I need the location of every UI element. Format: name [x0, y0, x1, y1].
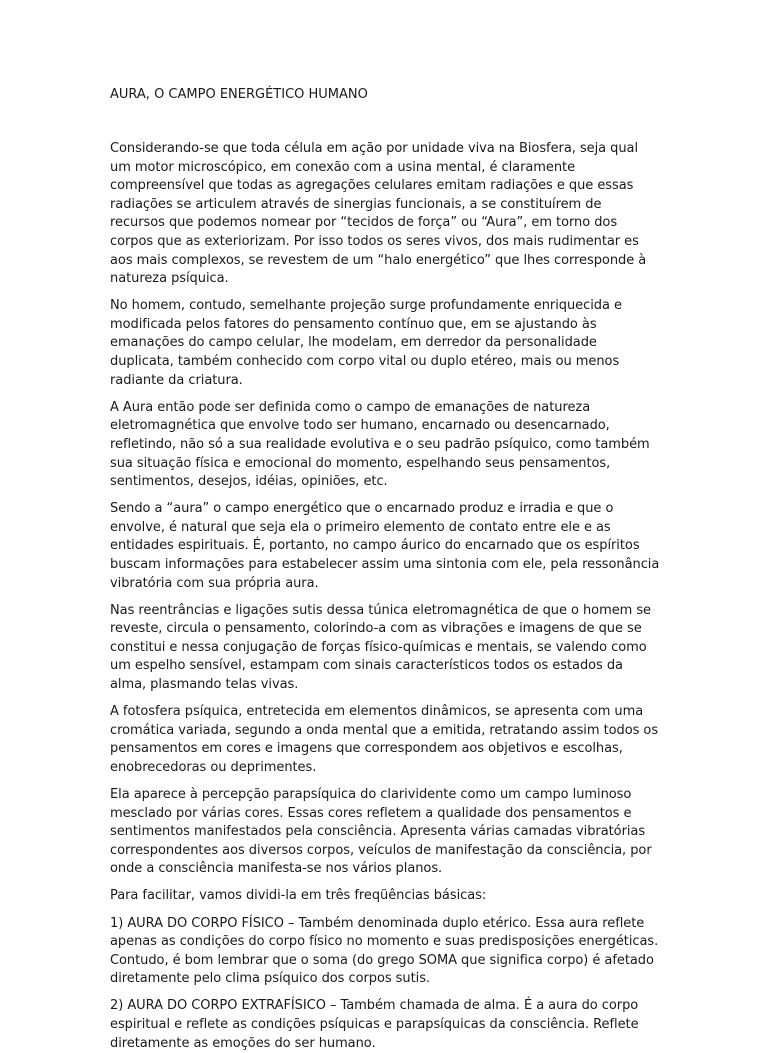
document-title: AURA, O CAMPO ENERGÉTICO HUMANO: [110, 87, 368, 102]
paragraph-intro: Considerando-se que toda célula em ação por unidade viva na Biosfera, seja qual um motor microscópico, em conexão com a usina mental, é claramente compreensível que todas as agregações celulares emitam radiações e que essas radiações se articulem através de sinergias funcionais, a se constituírem de recursos que podemos nomear por “tecidos de força” ou “Aura”, em torno dos corpos que as exteriorizam. Por isso todos os seres vivos, dos mais rudimentar es aos mais complexos, se revestem de um “halo energético” que lhes corresponde à natureza psíquica.: [110, 141, 647, 287]
paragraph-frequencias-intro: Para facilitar, vamos dividi-la em três freqüências básicas:: [110, 888, 487, 904]
paragraph-contato: Sendo a “aura” o campo energético que o encarnado produz e irradia e que o envolve, é natural que seja ela o primeiro elemento de contato entre ele e as entidades espirituais. É, portanto, no campo áurico do encarnado que os espíritos buscam informações para estabelecer assim uma sintonia com ele, pela ressonância vibratória com sua própria aura.: [110, 501, 660, 591]
paragraph-definicao: A Aura então pode ser definida como o campo de emanações de natureza eletromagnética que envolve todo ser humano, encarnado ou desencarnado, refletindo, não só a sua realidade evolutiva e o seu padrão psíquico, como também sua situação física e emocional do momento, espelhando seus pensamentos, sentimentos, desejos, idéias, opiniões, etc.: [110, 399, 650, 490]
paragraph-homem: No homem, contudo, semelhante projeção surge profundamente enriquecida e modificada pelos fatores do pensamento contínuo que, em se ajustando às emanações do campo celular, lhe modelam, em derredor da personalidade duplicata, também conhecido com corpo vital ou duplo etéreo, mais ou menos radiante da criatura.: [110, 298, 622, 388]
paragraph-percepcao: Ela aparece à percepção parapsíquica do clarividente como um campo luminoso mesclado por várias cores. Essas cores refletem a qualidade dos pensamentos e sentimentos manifestados pela consciência. Apresenta várias camadas vibratórias correspondentes aos diversos corpos, veículos de manifestação da consciência, por onde a consciência manifesta-se nos vários planos.: [110, 787, 652, 877]
paragraph-fotosfera: A fotosfera psíquica, entretecida em elementos dinâmicos, se apresenta com uma cromática variada, segundo a onda mental que a emitida, retratando assim todos os pensamentos em cores e imagens que correspondem aos objetivos e escolhas, enobrecedoras ou deprimentes.: [110, 704, 659, 775]
paragraph-reentrancias: Nas reentrâncias e ligações sutis dessa túnica eletromagnética de que o homem se reveste, circula o pensamento, colorindo-a com as vibrações e imagens de que se constitui e nessa conjugação de forças físico-químicas e mentais, se valendo como um espelho sensível, estampam com sinais característicos todos os estados da alma, plasmando telas vivas.: [110, 602, 652, 693]
paragraph-aura-corpo-extrafisico: 2) AURA DO CORPO EXTRAFÍSICO – Também chamada de alma. É a aura do corpo espiritual e reflete as condições psíquicas e parapsíquicas da consciência. Reflete diretamente as emoções do ser humano.: [110, 998, 639, 1051]
paragraph-aura-corpo-fisico: 1) AURA DO CORPO FÍSICO – Também denominada duplo etérico. Essa aura reflete apenas as condições do corpo físico no momento e suas predisposições energéticas. Contudo, é bom lembrar que o soma (do grego SOMA que significa corpo) é afetado diretamente pelo clima psíquico dos corpos sutis.: [110, 915, 659, 987]
